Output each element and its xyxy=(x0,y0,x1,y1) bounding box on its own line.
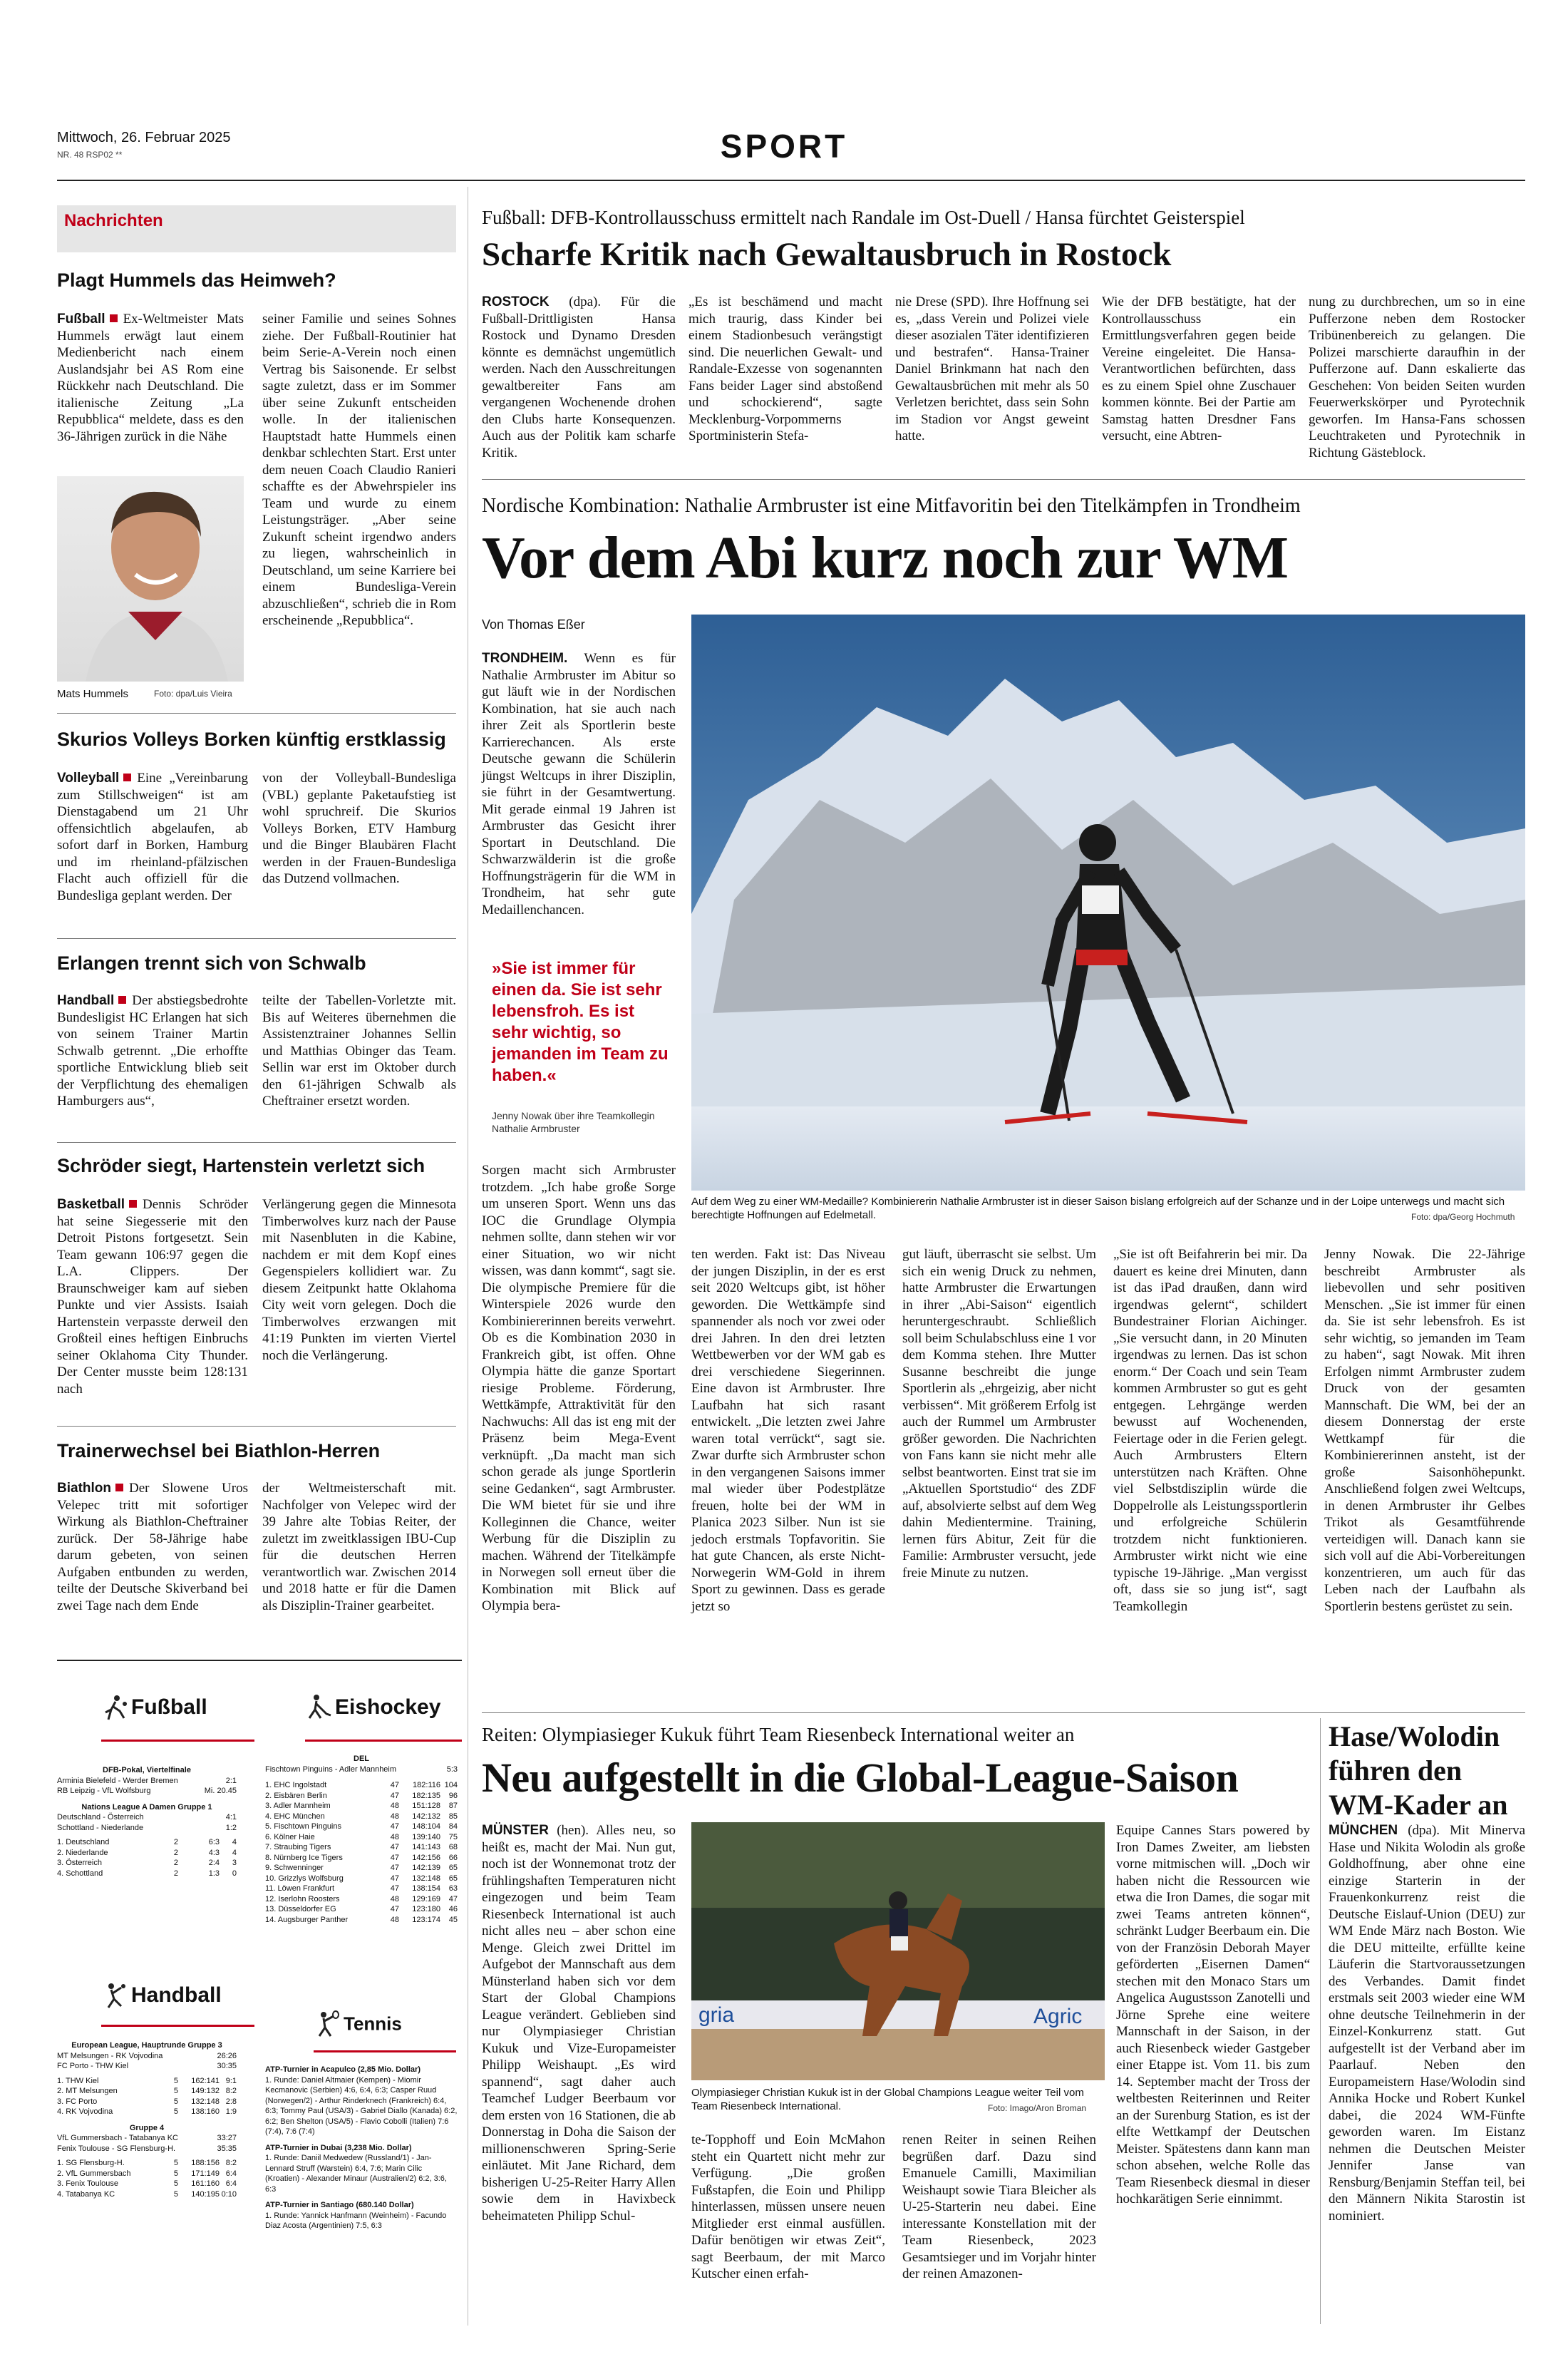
rostock-col2: „Es ist beschämend und macht mich traurig, dass Kinder bei einem Stadionbesuch verängstigt sind. Die neuerlichen Gewalt- und Randale-Exzesse von sogenannten Fans beider Lager sind abstoßend und schockierend“, sagte Mecklenburg-Vorpommerns Sportministerin Stefa- xyxy=(688,294,882,443)
kukuk-col1: MÜNSTER (hen). Alles neu, so heißt es, macht der Mai. Nun gut, noch ist der Wonnemonat trotz der frühlingshaften Temperaturen nicht eingezogen und beim Team Riesenbeck International ist auch nicht alles neu – aber schon eine Menge. Gleich zwei Drittel im Aufgebot der Mannschaft aus dem Münsterland haben sich vor dem Start der Global Champions League verändert. Geblieben sind nur Olympiasieger Christian Kukuk und Vize-Europameister Philipp Weishaupt. „Es wird spannend“, sagt daher auch Teamchef Ludger Beerbaum vor dem ersten von 16 Stationen, die ab Donnerstag in Doha die Saison der millionenschweren Spring-Serie einläutet. Mit Jane Richard, dem bisherigen U-25-Reiter Harry Allen sowie dem in Havixbeck beheimateten Philipp Schul- xyxy=(482,1823,676,2224)
tennis-results: ATP-Turnier in Acapulco (2,85 Mio. Dollar) 1. Runde: Daniel Altmaier (Kempen) - Miomir Kecmanovic (Serbien) 4:6, 6:4, 6:3; Casper Ruud (Norwegen/2) - Arthur Rinderknech (Frankreich) 6:4, 6:3; Tommy Paul (USA/3) - Gabriel Diallo (Kanada) 6:2, 6:2; Ben Shelton (USA/5) - Flavio Cobolli (Italien) 7:6 (7:4), 7:6 (7:4) ATP-Turnier in Dubai (3,238 Mio. Dollar) 1. Runde: Daniil Medwedew (Russland/1) - Jan-Lennard Struff (Warstein) 6:4, 7:6; Marin Cilic (Kroatien) - Alexander Minaur (Australien/2) 6:2, 3:6, 6:3 ATP-Turnier in Santiago (680.140 Dollar) 1. Runde: Yannick Hanfmann (Weinheim) - Facundo Diaz Acosta (Argentinien) 7:5, 6:3 xyxy=(265,2065,458,2230)
kukuk-col4: Equipe Cannes Stars powered by Iron Dames Zweiter, am liebsten vorne mitmischen will. „Doch wir haben nicht die Ressourcen wie etwa die Iron Dames, die sogar mit zwei Teams antreten können“, schränkt Ludger Beerbaum ein. Die von der Französin Deborah Mayer geförderten „Eisernen Damen“ stechen mit den Monaco Stars um Angelica Augustsson Zanotelli und Jörne Sprehe eine weitere Mannschaft in der Saison, in der auch Riesenbeck wieder Gastgeber einer Etappe ist. Vom 11. bis zum 14. September macht der Tross der weltbesten Reiterinnen und Reiter an der Surenburg Station, es ist der elfte Wettkampf der Deutschen Meister. Spätestens dann kann man schon absehen, welche Rolle das Team Riesenbeck diesmal in dieser hochkarätigen Serie einnimmt. xyxy=(1116,1823,1310,2206)
result-row: 5. Fischtown Pinguins 47 148:104 84 xyxy=(265,1822,458,1831)
result-row: 9. Schwenninger 47 142:139 65 xyxy=(265,1864,458,1872)
result-row: 11. Löwen Frankfurt 47 138:154 63 xyxy=(265,1884,458,1893)
hummels-col2: seiner Familie und seines Sohnes ziehe. Der Fußball-Routinier hat beim Serie-A-Verein noch einen Vertrag bis Saisonende. Er selbst sagte zuletzt, dass er im Sommer über seine Zukunft entscheiden wolle. In der italienischen Hauptstadt hatte Hummels einen denkbar schlechten Start. Erst unter dem neuen Coach Claudio Ranieri schaffte es der Abwehrspieler ins Team und wurde zu einem Leistungsträger. „Aber seine Zukunft scheint irgendwo anders zu liegen, wahrscheinlich in Deutschland, um seine Karriere bei einem Bundesliga-Verein abzuschließen“, schrieb die in Rom erscheinende „Repubblica“. xyxy=(262,312,456,628)
schroeder-col2: Verlängerung gegen die Minnesota Timberwolves kurz nach der Pause mit Nasenbluten in die Kabine, nachdem er mit dem Kopf eines Gegenspielers kollidiert war. Zu diesem Zeitpunkt hatte Oklahoma City weit vorn gelegen. Doch die Timberwolves erzwangen mit 41:19 Punkten im vierten Viertel noch die Verlängerung. xyxy=(262,1197,456,1363)
kukuk-col2: te-Topphoff und Eoin McMahon steht ein Quartett nicht mehr zur Verfügung. „Die großen Fußstapfen, die Eoin und Philipp hinterlassen, müssen unsere neuen Mitglieder erst einmal ausfüllen. Dafür benötigen wir etwas Zeit“, sagt Beerbaum, der mit Marco Kutscher einen erfah- xyxy=(691,2132,885,2281)
pull-quote: »Sie ist immer für einen da. Sie ist sehr lebensfroh. Es ist sehr wichtig, so jemanden im Team zu haben.« xyxy=(492,959,669,1085)
result-row: FC Porto - THW Kiel 30:35 xyxy=(57,2062,237,2070)
erlangen-col2: teilte der Tabellen-Vorletzte mit. Bis auf Weiteres übernehmen die Assistenztrainer Johannes Sellin und Matthias Obinger das Team. Sellin war erst im Oktober durch den 61-jährigen Schwalb als Cheftrainer ersetzt worden. xyxy=(262,993,456,1109)
pull-quote-attribution: Jenny Nowak über ihre Teamkollegin Nathalie Armbruster xyxy=(492,1110,655,1134)
result-row: 1. Deutschland 2 6:3 4 xyxy=(57,1838,237,1846)
fussball-label: Fußball xyxy=(131,1695,207,1719)
result-row: 2. VfL Gummersbach 5 171:149 6:4 xyxy=(57,2169,237,2178)
result-row: 4. RK Vojvodina 5 138:160 1:9 xyxy=(57,2107,237,2116)
armbruster-col1-rest: Sorgen macht sich Armbruster trotzdem. „Ich habe große Sorge um unseren Sport. Wenn uns das IOC die Grundlage Olympia nehmen sollte, dann stehen wir vor einer Situation, wo wir nicht wissen, was dann kommt“, sagt sie. Die olympische Premiere für die Winterspiele 2026 wurde den Kombiniererinnen bereits verwehrt. Ob es die Kombination 2030 in Frankreich gibt, ist offen. Ohne Olympia hätte die ganze Sportart riesige Probleme. Förderung, Wettkämpfe, Attraktivität für den Nachwuchs: All das ist eng mit der Präsenz beim Mega-Event verknüpft. „Da macht man sich schon gerade als junge Sportlerin seine Gedanken“, sagt Armbruster. Die WM bietet für sie und ihre Kolleginnen die Chance, weiter Werbung für die Disziplin zu machen. Während der Titelkämpfe in Norwegen soll erneut über die Kombination mit Blick auf Olympia bera- xyxy=(482,1163,676,1613)
rostock-headline: Scharfe Kritik nach Gewaltausbruch in Rostock xyxy=(482,236,1172,273)
hase-body: MÜNCHEN (dpa). Mit Minerva Hase und Nikita Wolodin als große Goldhoffnung, aber ohne eine einzige Starterin in der Frauenkonkurrenz reist die Deutsche Eislauf-Union (DEU) zur WM Ende März nach Boston. Wie die DEU mitteilte, erfüllte keine Läuferin die Startvoraussetzungen des Verbandes. Damit findet erstmals seit 2003 wieder eine WM ohne deutsche Teilnehmerin in der Einzel-Konkurrenz statt. Gut aufgestellt ist der Verband aber im Paarlauf. Neben den Europameistern Hase/Wolodin sind Annika Hocke und Robert Kunkel dabei, die 2024 WM-Fünfte geworden waren. Im Eistanz nehmen die Deutschen Meister Jennifer Janse van Rensburg/Benjamin Steffan teil, bei den Männern Nikita Starostin ist nominiert. xyxy=(1329,1823,1525,2224)
hummels-photo xyxy=(57,476,244,682)
result-row: 6. Kölner Haie 48 139:140 75 xyxy=(265,1832,458,1841)
result-row: Deutschland - Österreich 4:1 xyxy=(57,1813,237,1821)
handball-player-icon xyxy=(101,1982,128,2009)
fussball-section xyxy=(101,1694,207,1721)
hummels-kicker: Fußball xyxy=(57,312,105,327)
biathlon-title: Trainerwechsel bei Biathlon-Herren xyxy=(57,1440,381,1461)
armbruster-kicker: Nordische Kombination: Nathalie Armbruster ist eine Mitfavoritin bei den Titelkämpfen in Trondheim xyxy=(482,495,1301,517)
handball-label: Handball xyxy=(131,1983,222,2007)
tennis-section xyxy=(314,2010,402,2038)
kukuk-photo-credit: Foto: Imago/Aron Broman xyxy=(988,2103,1087,2113)
hummels-title: Plagt Hummels das Heimweh? xyxy=(57,269,336,291)
armbruster-photo xyxy=(691,615,1525,1191)
schroeder-title: Schröder siegt, Hartenstein verletzt sich xyxy=(57,1155,425,1176)
result-row: Fenix Toulouse - SG Flensburg-H. 35:35 xyxy=(57,2144,237,2153)
rostock-col3: nie Drese (SPD). Ihre Hoffnung sei es, „dass Verein und Polizei viele dieser asozialen Täter identifizieren und bestrafen“. Hansa-Trainer Daniel Brinkmann hat nach den Gewaltausbrüchen mit mehr als 50 Verletzen berichtet, dass sein Sohn im Stadion vor Angst geweint hatte. xyxy=(895,294,1089,443)
soccer-player-icon xyxy=(101,1694,128,1721)
eishockey-label: Eishockey xyxy=(335,1695,441,1719)
schroeder-col1: Basketball Dennis Schröder hat seine Siegesserie mit den Detroit Pistons fortgesetzt. Sein Team gewann 106:97 gegen die L.A. Clippers. Der Braunschweiger kam auf sieben Punkte und vier Assists. Isaiah Hartenstein verpasste derweil den Großteil eines heftigen Einbruchs seiner Oklahoma City Thunder. Der Center musste beim 128:131 nach xyxy=(57,1197,248,1397)
svg-text:Agric: Agric xyxy=(1033,2005,1083,2028)
issue-date: Mittwoch, 26. Februar 2025 xyxy=(57,130,231,145)
armbruster-photo-caption: Auf dem Weg zu einer WM-Medaille? Kombiniererin Nathalie Armbruster ist in dieser Saison bislang erfolgreich auf der Schanze und in der Loipe unterwegs und macht sich berechtigte Hoffnungen auf Edelmetall. xyxy=(691,1196,1505,1221)
result-row: 13. Düsseldorfer EG 47 123:180 46 xyxy=(265,1905,458,1913)
volleys-col2: von der Volleyball-Bundesliga (VBL) geplante Paketaufstieg ist wohl spruchreif. Die Skurios Volleys Borken, ETV Hamburg und die Binger Blaubären Flacht werden in der Frauen-Bundesliga das Dutzend vollmachen. xyxy=(262,771,456,886)
armbruster-col5: Jenny Nowak. Die 22-Jährige beschreibt Armbruster als liebevollen und sehr positiven Menschen. „Sie ist immer für einen da. Sie ist sehr lebensfroh. Es ist sehr wichtig, so jemanden im Team zu haben“, sagt Nowak. Mit ihren Erfolgen nimmt Armbruster zudem Druck von der gesamten Mannschaft. Die WM, bei der an diesem Donnerstag der erste Wettkampf für die Kombiniererinnen ansteht, ist der große Saisonhöhepunkt. Anschließend folgen zwei Weltcups, in denen Armbruster ihr Gelbes Trikot als Gesamtführende verteidigen will. Danach kann sie sich voll auf die Abi-Vorbereitungen konzentrieren, um auch für das Leben nach der Laufbahn als Sportlerin bestens gerüstet zu sein. xyxy=(1324,1247,1525,1614)
armbruster-intro: TRONDHEIM. Wenn es für Nathalie Armbruster im Abitur so gut läuft wie in der Nordischen Kombination, hat sie auch nach ihrer Zeit als Sportlerin beste Karrierechancen. Als erste Deutsche gewann die Schülerin jüngst Weltcups in ihrer Disziplin, sie führt in der Gesamtwertung. Mit gerade einmal 19 Jahren ist Armbruster das Gesicht ihrer Sportart in Deutschland. Die Schwarzwälderin ist die große Hoffnungsträgerin für die WM in Trondheim, hat sehr gute Medaillenchancen. xyxy=(482,651,676,918)
volleys-col1: Volleyball Eine „Vereinbarung zum Stillschweigen“ ist am Dienstagabend um 21 Uhr offensichtlich abgelaufen, ab sofort darf in Borken, Hamburg und im rheinland-pfälzischen Flacht auch offiziell für die Bundesliga geplant werden. Der xyxy=(57,771,248,903)
result-row: 3. Fenix Toulouse 5 161:160 6:4 xyxy=(57,2179,237,2188)
nachrichten-banner xyxy=(57,205,456,252)
hummels-photo-credit: Foto: dpa/Luis Vieira xyxy=(154,689,232,699)
erlangen-title: Erlangen trennt sich von Schwalb xyxy=(57,952,366,974)
rostock-col5: nung zu durchbrechen, um so in eine Pufferzone neben dem Rostocker Tribünenbereich zu gelangen. Die Polizei marschierte daraufhin in der Pufferzone auf. Dann eskalierte das Geschehen: Von beiden Seiten wurden Feuerwerkskörper und Pyrotechnik geworfen. Im Hansa-Fans schossen Leuchtraketen und Pyrotechnik in Richtung Gästeblock. xyxy=(1309,294,1525,461)
biathlon-col1: Biathlon Der Slowene Uros Velepec tritt mit sofortiger Wirkung als Biathlon-Cheftrainer zurück. Der 58-Jährige habe darum gebeten, von seinen Aufgaben entbunden zu werden, teilte der Deutsche Skiverband bei zwei Tage nach dem Ende xyxy=(57,1481,248,1613)
result-row: 3. Adler Mannheim 48 151:128 87 xyxy=(265,1802,458,1810)
armbruster-photo-credit: Foto: dpa/Georg Hochmuth xyxy=(1411,1212,1515,1222)
tennis-player-icon xyxy=(314,2010,341,2038)
result-row: RB Leipzig - VfL Wolfsburg Mi. 20.45 xyxy=(57,1787,237,1795)
erlangen-col1: Handball Der abstiegsbedrohte Bundesligist HC Erlangen hat sich von seinem Trainer Martin Schwalb getrennt. „Die erhoffte sportliche Entwicklung blieb seit der Verpflichtung des ehemaligen Hamburgers aus“, xyxy=(57,993,248,1109)
armbruster-col4: „Sie ist oft Beifahrerin bei mir. Da dauert es keine drei Minuten, dann ist das iPad draußen, dann wird irgendwas gelernt“, schildert Bundestrainer Florian Aichinger. „Sie versucht dann, in 20 Minuten irgendwas zu lernen. Das ist schon enorm.“ Der Coach und sein Team kommen Armbruster so gut es geht entgegen. Lehrgänge werden bewusst auf Wochenenden, Feiertage oder in die Ferien gelegt. Auch Armbrusters Eltern unterstützen nach Kräften. Ohne viel Selbstdisziplin würde die Doppelrolle als Leistungssportlerin und erfolgreiche Schülerin trotzdem nicht funktionieren. Armbruster wirkt nicht wie eine typische 19-Jährige. „Man vergisst oft, dass sie so jung ist“, sagt Teamkollegin xyxy=(1113,1247,1307,1614)
eishockey-section xyxy=(305,1694,440,1721)
hummels-col1: Fußball Ex-Weltmeister Mats Hummels erwägt laut einem Medienbericht nach einem Auslandsjahr bei AS Rom eine Rückkehr nach Deutschland. Die italienische Zeitung „La Repubblica“ meldete, dass es den 36-Jährigen zurück in die Nähe xyxy=(57,312,244,444)
result-row: Schottland - Niederlande 1:2 xyxy=(57,1823,237,1832)
result-row: 1. SG Flensburg-H. 5 188:156 8:2 xyxy=(57,2159,237,2167)
tennis-label: Tennis xyxy=(344,2013,402,2035)
kukuk-col3: renen Reiter in seinen Reihen begrüßen darf. Dazu sind Emanuele Camilli, Maximilian Weishaupt sowie Tiara Bleicher als U-25-Starterin neu dabei. Eine interessante Konstellation mit der Team Riesenbeck, 2023 Gesamtsieger und im Vorjahr hinter der reinen Amazonen- xyxy=(902,2132,1096,2281)
rostock-col4: Wie der DFB bestätigte, hat der Kontrollausschuss ein Ermittlungsverfahren gegen beide Vereine eingeleitet. Die Hansa-Verantwortlichen befürchten, dass es zu einem Spiel ohne Zuschauer kommen könnte. Bei der Partie am Samstag hatten Dresdner Fans versucht, eine Abtren- xyxy=(1102,294,1296,443)
svg-text:gria: gria xyxy=(698,2003,735,2027)
armbruster-col2: ten werden. Fakt ist: Das Niveau der jungen Disziplin, in der es erst seit 2020 Weltcups gibt, ist höher geworden. Die Wettkämpfe sind spannender als noch vor zwei oder drei Jahren. In den drei letzten Wettbewerben vor der WM gab es drei verschiedene Siegerinnen. Eine davon ist Armbruster. Ihre Laufbahn hat sich rasant entwickelt. „Die letzten zwei Jahre waren total verrückt“, sagt sie. Zwar durfte sich Armbruster schon in den vergangenen Saisons immer mal wieder über Podestplätze freuen, holte bei der WM in Planica 2023 Silber. Nun ist sie jedoch erstmals Topfavoritin. Sie hat gute Chancen, als erste Nicht-Norwegerin WM-Gold in ihrem Sport zu gewinnen. Dass es gerade jetzt so xyxy=(691,1247,885,1614)
rostock-col1: ROSTOCK (dpa). Für die Fußball-Drittligisten Hansa Rostock und Dynamo Dresden könnte es demnächst ungemütlich werden. Nach den Ausschreitungen gewaltbereiter Fans am vergangenen Wochenende drohen den Clubs harte Konsequenzen. Auch aus der Politik kam scharfe Kritik. xyxy=(482,294,676,461)
hase-headline: Hase/Wolodin führen den WM-Kader an xyxy=(1329,1720,1508,1821)
result-row: 3. Österreich 2 2:4 3 xyxy=(57,1859,237,1867)
armbruster-byline: Von Thomas Eßer xyxy=(482,617,585,632)
result-row: 4. EHC München 48 142:132 85 xyxy=(265,1812,458,1821)
armbruster-headline: Vor dem Abi kurz noch zur WM xyxy=(482,525,1289,591)
kukuk-headline: Neu aufgestellt in die Global-League-Saison xyxy=(482,1754,1239,1801)
result-row: MT Melsungen - RK Vojvodina 26:26 xyxy=(57,2051,237,2060)
result-row: 4. Schottland 2 1:3 0 xyxy=(57,1869,237,1878)
result-row: 4. Tatabanya KC 5 140:195 0:10 xyxy=(57,2189,237,2199)
result-row: 1. THW Kiel 5 162:141 9:1 xyxy=(57,2076,237,2085)
armbruster-col3: gut läuft, überrascht sie selbst. Um sich ein wenig Druck zu nehmen, hatte Armbruster die Erwartungen in ihrer „Abi-Saison“ eigentlich heruntergeschraubt. Schließlich soll beim Schulabschluss eine 1 vor dem Komma stehen. Ihre Mutter Susanne beschreibt die junge Sportlerin als „ehrgeizig, aber nicht verbissen“. Mit größerem Erfolg ist auch der Rummel um Armbruster größer geworden. Die Nachrichten von Fans kann sie nicht mehr alle selbst beantworten. Einst trat sie im „Aktuellen Sportstudio“ des ZDF auf, absolvierte selbst auf dem Weg dahin Medientermine. Training, lernen fürs Abitur, Zeit für die Familie: Armbruster versucht, jede freie Minute zu nutzen. xyxy=(902,1247,1096,1581)
result-row: 1. EHC Ingolstadt 47 182:116 104 xyxy=(265,1781,458,1789)
result-row: 14. Augsburger Panther 48 123:174 45 xyxy=(265,1915,458,1924)
kukuk-kicker: Reiten: Olympiasieger Kukuk führt Team Riesenbeck International weiter an xyxy=(482,1724,1075,1745)
result-row: 2. Niederlande 2 4:3 4 xyxy=(57,1848,237,1857)
result-row: 10. Grizzlys Wolfsburg 47 132:148 65 xyxy=(265,1874,458,1883)
eishockey-results: DEL Fischtown Pinguins - Adler Mannheim 5:3 1. EHC Ingolstadt 47 182:116 104 2. Eisbären Berlin 47 182:135 96 3. Adler Mannheim 48 151:128 87 4. EHC München 48 142:132 85 5. Fischtown Pinguins 47 148:104 84 6. Kölner Haie 48 139:140 75 7. Straubing Tigers 47 141:143 68 8. Nürnberg Ice Tigers 47 142:156 66 9. Schwenninger 47 142:139 65 10. Grizzlys Wolfsburg 47 132:148 65 11. Löwen Frankfurt 47 138:154 63 12. Iserlohn Roosters 48 129:169 47 13. Düsseldorfer EG 47 123:180 46 14. Augsburger Panther 48 123:174 45 xyxy=(265,1754,458,1924)
biathlon-col2: der Weltmeisterschaft mit. Nachfolger von Velepec wird der 39 Jahre alte Tobias Reiter, der zuletzt im zweitklassigen IBU-Cup für die deutschen Herren verantwortlich war. Zwischen 2014 und 2018 hatte er für die Damen als Disziplin-Trainer gearbeitet. xyxy=(262,1481,456,1613)
fussball-results: DFB-Pokal, Viertelfinale Arminia Bielefeld - Werder Bremen 2:1 RB Leipzig - VfL Wolfsburg Mi. 20.45 Nations League A Damen Gruppe 1 Deutschland - Österreich 4:1 Schottland - Niederlande 1:2 1. Deutschland 2 6:3 4 2. Niederlande 2 4:3 4 3. Österreich 2 2:4 3 4. Schottland 2 1:3 0 xyxy=(57,1766,237,1878)
nachrichten-label: Nachrichten xyxy=(64,211,163,230)
kukuk-photo-caption: Olympiasieger Christian Kukuk ist in der Global Champions League weiter Teil vom Team Riesenbeck International. xyxy=(691,2087,1084,2112)
result-row: 3. FC Porto 5 132:148 2:8 xyxy=(57,2097,237,2106)
issue-number: NR. 48 RSP02 ** xyxy=(57,150,123,160)
result-row: Arminia Bielefeld - Werder Bremen 2:1 xyxy=(57,1776,237,1785)
volleys-title: Skurios Volleys Borken künftig erstklassig xyxy=(57,729,446,750)
result-row: VfL Gummersbach - Tatabanya KC 33:27 xyxy=(57,2134,237,2142)
handball-results: European League, Hauptrunde Gruppe 3 MT Melsungen - RK Vojvodina 26:26 FC Porto - THW Kiel 30:35 1. THW Kiel 5 162:141 9:1 2. MT Melsungen 5 149:132 8:2 3. FC Porto 5 132:148 2:8 4. RK Vojvodina 5 138:160 1:9 Gruppe 4 VfL Gummersbach - Tatabanya KC 33:27 Fenix Toulouse - SG Flensburg-H. 35:35 1. SG Flensburg-H. 5 188:156 8:2 2. VfL Gummersbach 5 171:149 6:4 3. Fenix Toulouse 5 161:160 6:4 4. Tatabanya KC 5 140:195 0:10 xyxy=(57,2041,237,2199)
result-row: 2. Eisbären Berlin 47 182:135 96 xyxy=(265,1791,458,1800)
result-row: 12. Iserlohn Roosters 48 129:169 47 xyxy=(265,1894,458,1903)
result-row: 2. MT Melsungen 5 149:132 8:2 xyxy=(57,2087,237,2095)
handball-section xyxy=(101,1982,222,2009)
result-row: 7. Straubing Tigers 47 141:143 68 xyxy=(265,1843,458,1851)
section-title: SPORT xyxy=(720,128,848,165)
rostock-kicker: Fußball: DFB-Kontrollausschuss ermittelt nach Randale im Ost-Duell / Hansa fürchtet Geisterspiel xyxy=(482,207,1245,228)
kukuk-photo xyxy=(691,1822,1105,2080)
ice-hockey-player-icon xyxy=(305,1694,332,1721)
result-row: 8. Nürnberg Ice Tigers 47 142:156 66 xyxy=(265,1853,458,1862)
hummels-photo-name: Mats Hummels xyxy=(57,688,129,700)
